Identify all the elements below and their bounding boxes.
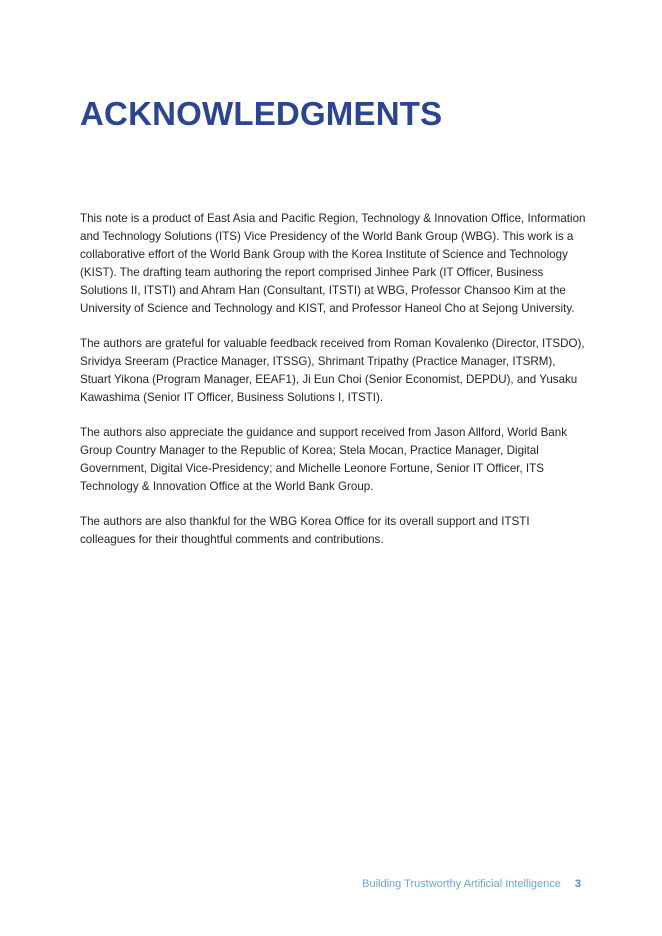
- footer-running-title: Building Trustworthy Artificial Intelligence: [362, 878, 561, 890]
- paragraph-1: This note is a product of East Asia and Pacific Region, Technology & Innovation Office, Information and Technology Solutions (ITS) Vice Presidency of the World Bank Group (WBG). This work is a collaborative effort of the World Bank Group with the Korea Institute of Science and Technology (KIST). The drafting team authoring the report comprised Jinhee Park (IT Officer, Business Solutions II, ITSTI) and Ahram Han (Consultant, ITSTI) at WBG, Professor Chansoo Kim at the University of Science and Technology and KIST, and Professor Haneol Cho at Sejong University.: [80, 212, 586, 315]
- page-title: ACKNOWLEDGMENTS: [80, 95, 443, 132]
- paragraph-2: The authors are grateful for valuable feedback received from Roman Kovalenko (Director, ITSDO), Srividya Sreeram (Practice Manager, ITSSG), Shrimant Tripathy (Practice Manager, ITSRM), Stuart Yikona (Program Manager, EEAF1), Ji Eun Choi (Senior Economist, DEPDU), and Yusaku Kawashima (Senior IT Officer, Business Solutions I, ITSTI).: [80, 337, 585, 404]
- page-footer: [362, 876, 581, 892]
- acknowledgments-body: [80, 210, 586, 566]
- paragraph-3: The authors also appreciate the guidance and support received from Jason Allford, World Bank Group Country Manager to the Republic of Korea; Stela Mocan, Practice Manager, Digital Government, Digital Vice-Presidency; and Michelle Leonore Fortune, Senior IT Officer, ITS Technology & Innovation Office at the World Bank Group.: [80, 426, 568, 493]
- paragraph-4: The authors are also thankful for the WBG Korea Office for its overall support and ITSTI colleagues for their thoughtful comments and contributions.: [80, 515, 530, 546]
- page-number: 3: [574, 878, 581, 890]
